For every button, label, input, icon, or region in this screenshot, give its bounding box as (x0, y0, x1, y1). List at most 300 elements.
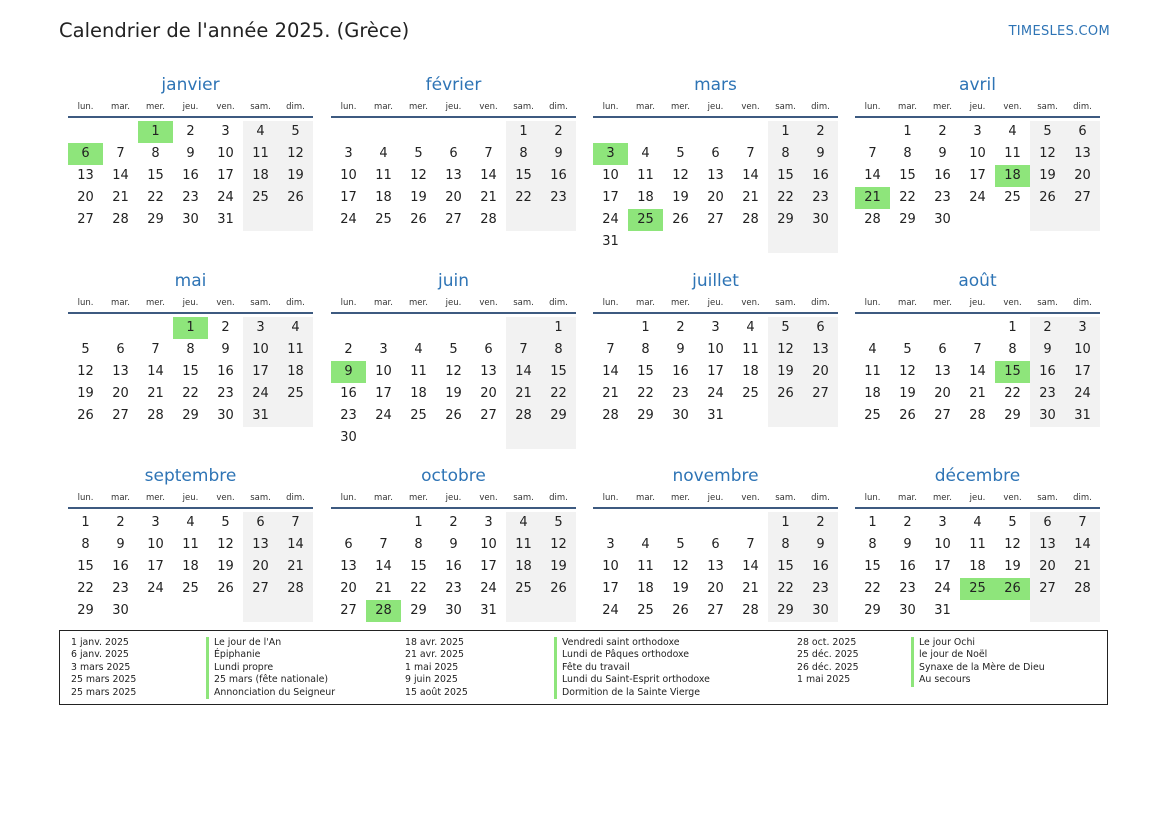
day-cell[interactable]: 10 (375, 364, 392, 379)
day-cell[interactable]: 11 (637, 559, 654, 574)
holiday-day-cell[interactable]: 3 (593, 143, 628, 165)
day-cell[interactable]: 27 (707, 212, 724, 227)
day-cell[interactable]: 5 (541, 512, 576, 534)
day-cell[interactable]: 19 (410, 190, 427, 205)
day-cell[interactable]: 31 (1065, 405, 1100, 427)
day-cell[interactable]: 24 (707, 386, 724, 401)
day-cell[interactable]: 20 (707, 581, 724, 596)
day-cell[interactable]: 3 (221, 124, 230, 139)
day-cell[interactable]: 16 (445, 559, 462, 574)
day-cell[interactable]: 20 (112, 386, 129, 401)
day-cell[interactable]: 3 (243, 317, 278, 339)
day-cell[interactable]: 3 (484, 515, 493, 530)
day-cell[interactable]: 23 (1030, 383, 1065, 405)
day-cell[interactable]: 18 (243, 165, 278, 187)
day-cell[interactable]: 14 (742, 559, 759, 574)
day-cell[interactable]: 15 (864, 559, 881, 574)
day-cell[interactable]: 25 (243, 187, 278, 209)
day-cell[interactable]: 22 (768, 187, 803, 209)
day-cell[interactable]: 2 (803, 121, 838, 143)
day-cell[interactable]: 24 (340, 212, 357, 227)
day-cell[interactable]: 25 (410, 408, 427, 423)
day-cell[interactable]: 26 (77, 408, 94, 423)
day-cell[interactable]: 13 (340, 559, 357, 574)
day-cell[interactable]: 7 (151, 342, 160, 357)
day-cell[interactable]: 13 (480, 364, 497, 379)
day-cell[interactable]: 5 (903, 342, 912, 357)
day-cell[interactable]: 21 (147, 386, 164, 401)
day-cell[interactable]: 3 (379, 342, 388, 357)
day-cell[interactable]: 9 (676, 342, 685, 357)
day-cell[interactable]: 16 (340, 386, 357, 401)
day-cell[interactable]: 7 (379, 537, 388, 552)
day-cell[interactable]: 4 (506, 512, 541, 534)
day-cell[interactable]: 18 (637, 190, 654, 205)
day-cell[interactable]: 1 (903, 124, 912, 139)
day-cell[interactable]: 20 (243, 556, 278, 578)
day-cell[interactable]: 26 (410, 212, 427, 227)
day-cell[interactable]: 9 (803, 143, 838, 165)
day-cell[interactable]: 13 (803, 339, 838, 361)
holiday-day-cell[interactable]: 25 (628, 209, 663, 231)
day-cell[interactable]: 12 (672, 168, 689, 183)
day-cell[interactable]: 15 (637, 364, 654, 379)
day-cell[interactable]: 4 (278, 317, 313, 339)
day-cell[interactable]: 10 (217, 146, 234, 161)
day-cell[interactable]: 29 (864, 603, 881, 618)
day-cell[interactable]: 27 (1065, 187, 1100, 209)
day-cell[interactable]: 16 (803, 556, 838, 578)
day-cell[interactable]: 8 (414, 537, 423, 552)
day-cell[interactable]: 17 (934, 559, 951, 574)
day-cell[interactable]: 6 (1065, 121, 1100, 143)
day-cell[interactable]: 22 (506, 187, 541, 209)
day-cell[interactable]: 10 (340, 168, 357, 183)
day-cell[interactable]: 25 (637, 603, 654, 618)
day-cell[interactable]: 10 (243, 339, 278, 361)
day-cell[interactable]: 12 (1004, 537, 1021, 552)
day-cell[interactable]: 9 (803, 534, 838, 556)
day-cell[interactable]: 10 (602, 168, 619, 183)
day-cell[interactable]: 30 (340, 430, 357, 445)
day-cell[interactable]: 14 (112, 168, 129, 183)
day-cell[interactable]: 6 (711, 146, 720, 161)
day-cell[interactable]: 20 (803, 361, 838, 383)
day-cell[interactable]: 23 (217, 386, 234, 401)
day-cell[interactable]: 3 (973, 124, 982, 139)
day-cell[interactable]: 24 (602, 212, 619, 227)
day-cell[interactable]: 14 (480, 168, 497, 183)
day-cell[interactable]: 24 (480, 581, 497, 596)
day-cell[interactable]: 4 (186, 515, 195, 530)
day-cell[interactable]: 26 (672, 212, 689, 227)
day-cell[interactable]: 16 (182, 168, 199, 183)
day-cell[interactable]: 30 (899, 603, 916, 618)
day-cell[interactable]: 5 (278, 121, 313, 143)
day-cell[interactable]: 9 (903, 537, 912, 552)
day-cell[interactable]: 27 (934, 408, 951, 423)
day-cell[interactable]: 10 (602, 559, 619, 574)
day-cell[interactable]: 18 (742, 364, 759, 379)
day-cell[interactable]: 23 (803, 578, 838, 600)
day-cell[interactable]: 28 (742, 212, 759, 227)
day-cell[interactable]: 31 (602, 234, 619, 249)
day-cell[interactable]: 10 (1065, 339, 1100, 361)
day-cell[interactable]: 31 (934, 603, 951, 618)
day-cell[interactable]: 29 (147, 212, 164, 227)
day-cell[interactable]: 4 (868, 342, 877, 357)
day-cell[interactable]: 24 (969, 190, 986, 205)
day-cell[interactable]: 16 (217, 364, 234, 379)
day-cell[interactable]: 24 (243, 383, 278, 405)
day-cell[interactable]: 30 (445, 603, 462, 618)
day-cell[interactable]: 19 (768, 361, 803, 383)
day-cell[interactable]: 23 (182, 190, 199, 205)
holiday-day-cell[interactable]: 26 (995, 578, 1030, 600)
day-cell[interactable]: 21 (112, 190, 129, 205)
day-cell[interactable]: 23 (445, 581, 462, 596)
day-cell[interactable]: 6 (449, 146, 458, 161)
day-cell[interactable]: 12 (445, 364, 462, 379)
day-cell[interactable]: 19 (1004, 559, 1021, 574)
day-cell[interactable]: 11 (182, 537, 199, 552)
day-cell[interactable]: 22 (637, 386, 654, 401)
day-cell[interactable]: 27 (445, 212, 462, 227)
day-cell[interactable]: 9 (541, 143, 576, 165)
day-cell[interactable]: 11 (410, 364, 427, 379)
day-cell[interactable]: 7 (746, 537, 755, 552)
day-cell[interactable]: 27 (1030, 578, 1065, 600)
holiday-day-cell[interactable]: 21 (855, 187, 890, 209)
day-cell[interactable]: 6 (484, 342, 493, 357)
day-cell[interactable]: 24 (1065, 383, 1100, 405)
day-cell[interactable]: 5 (676, 537, 685, 552)
day-cell[interactable]: 19 (278, 165, 313, 187)
day-cell[interactable]: 4 (1008, 124, 1017, 139)
day-cell[interactable]: 27 (803, 383, 838, 405)
day-cell[interactable]: 20 (1065, 165, 1100, 187)
day-cell[interactable]: 31 (217, 212, 234, 227)
holiday-day-cell[interactable]: 6 (68, 143, 103, 165)
day-cell[interactable]: 8 (81, 537, 90, 552)
day-cell[interactable]: 22 (864, 581, 881, 596)
day-cell[interactable]: 29 (768, 600, 803, 622)
holiday-day-cell[interactable]: 28 (366, 600, 401, 622)
day-cell[interactable]: 27 (243, 578, 278, 600)
day-cell[interactable]: 5 (1030, 121, 1065, 143)
day-cell[interactable]: 16 (934, 168, 951, 183)
day-cell[interactable]: 22 (899, 190, 916, 205)
day-cell[interactable]: 24 (602, 603, 619, 618)
day-cell[interactable]: 26 (541, 578, 576, 600)
day-cell[interactable]: 26 (217, 581, 234, 596)
day-cell[interactable]: 19 (899, 386, 916, 401)
day-cell[interactable]: 8 (768, 534, 803, 556)
day-cell[interactable]: 2 (1030, 317, 1065, 339)
day-cell[interactable]: 17 (243, 361, 278, 383)
day-cell[interactable]: 23 (899, 581, 916, 596)
day-cell[interactable]: 11 (1004, 146, 1021, 161)
day-cell[interactable]: 26 (445, 408, 462, 423)
day-cell[interactable]: 7 (116, 146, 125, 161)
day-cell[interactable]: 12 (278, 143, 313, 165)
day-cell[interactable]: 21 (969, 386, 986, 401)
day-cell[interactable]: 1 (768, 512, 803, 534)
day-cell[interactable]: 12 (1030, 143, 1065, 165)
day-cell[interactable]: 2 (449, 515, 458, 530)
day-cell[interactable]: 30 (182, 212, 199, 227)
day-cell[interactable]: 26 (1030, 187, 1065, 209)
day-cell[interactable]: 25 (506, 578, 541, 600)
day-cell[interactable]: 7 (278, 512, 313, 534)
day-cell[interactable]: 17 (375, 386, 392, 401)
day-cell[interactable]: 28 (742, 603, 759, 618)
day-cell[interactable]: 5 (414, 146, 423, 161)
day-cell[interactable]: 28 (278, 578, 313, 600)
day-cell[interactable]: 25 (864, 408, 881, 423)
day-cell[interactable]: 3 (1065, 317, 1100, 339)
day-cell[interactable]: 28 (969, 408, 986, 423)
day-cell[interactable]: 13 (1030, 534, 1065, 556)
day-cell[interactable]: 18 (969, 559, 986, 574)
day-cell[interactable]: 3 (344, 146, 353, 161)
day-cell[interactable]: 8 (868, 537, 877, 552)
day-cell[interactable]: 10 (934, 537, 951, 552)
day-cell[interactable]: 21 (602, 386, 619, 401)
day-cell[interactable]: 1 (81, 515, 90, 530)
day-cell[interactable]: 21 (742, 190, 759, 205)
day-cell[interactable]: 18 (506, 556, 541, 578)
day-cell[interactable]: 23 (803, 187, 838, 209)
day-cell[interactable]: 20 (707, 190, 724, 205)
day-cell[interactable]: 28 (602, 408, 619, 423)
day-cell[interactable]: 6 (344, 537, 353, 552)
day-cell[interactable]: 23 (541, 187, 576, 209)
day-cell[interactable]: 20 (480, 386, 497, 401)
day-cell[interactable]: 8 (903, 146, 912, 161)
day-cell[interactable]: 12 (672, 559, 689, 574)
day-cell[interactable]: 17 (340, 190, 357, 205)
day-cell[interactable]: 10 (147, 537, 164, 552)
day-cell[interactable]: 26 (768, 383, 803, 405)
day-cell[interactable]: 3 (151, 515, 160, 530)
day-cell[interactable]: 23 (672, 386, 689, 401)
day-cell[interactable]: 16 (1030, 361, 1065, 383)
day-cell[interactable]: 16 (112, 559, 129, 574)
day-cell[interactable]: 26 (672, 603, 689, 618)
day-cell[interactable]: 16 (541, 165, 576, 187)
day-cell[interactable]: 25 (182, 581, 199, 596)
day-cell[interactable]: 2 (221, 320, 230, 335)
day-cell[interactable]: 12 (410, 168, 427, 183)
day-cell[interactable]: 29 (768, 209, 803, 231)
day-cell[interactable]: 10 (480, 537, 497, 552)
day-cell[interactable]: 28 (112, 212, 129, 227)
day-cell[interactable]: 29 (1004, 408, 1021, 423)
holiday-day-cell[interactable]: 15 (995, 361, 1030, 383)
day-cell[interactable]: 2 (803, 512, 838, 534)
day-cell[interactable]: 2 (676, 320, 685, 335)
day-cell[interactable]: 21 (375, 581, 392, 596)
day-cell[interactable]: 10 (707, 342, 724, 357)
day-cell[interactable]: 2 (116, 515, 125, 530)
day-cell[interactable]: 17 (147, 559, 164, 574)
day-cell[interactable]: 7 (1065, 512, 1100, 534)
day-cell[interactable]: 1 (1008, 320, 1017, 335)
day-cell[interactable]: 28 (1065, 578, 1100, 600)
day-cell[interactable]: 6 (1030, 512, 1065, 534)
day-cell[interactable]: 3 (938, 515, 947, 530)
day-cell[interactable]: 25 (375, 212, 392, 227)
day-cell[interactable]: 27 (112, 408, 129, 423)
day-cell[interactable]: 16 (803, 165, 838, 187)
day-cell[interactable]: 22 (768, 578, 803, 600)
day-cell[interactable]: 8 (1008, 342, 1017, 357)
day-cell[interactable]: 9 (1030, 339, 1065, 361)
day-cell[interactable]: 23 (112, 581, 129, 596)
day-cell[interactable]: 18 (278, 361, 313, 383)
day-cell[interactable]: 20 (445, 190, 462, 205)
day-cell[interactable]: 30 (803, 209, 838, 231)
day-cell[interactable]: 15 (410, 559, 427, 574)
day-cell[interactable]: 20 (77, 190, 94, 205)
holiday-day-cell[interactable]: 1 (138, 121, 173, 143)
day-cell[interactable]: 17 (707, 364, 724, 379)
day-cell[interactable]: 7 (973, 342, 982, 357)
day-cell[interactable]: 14 (1065, 534, 1100, 556)
day-cell[interactable]: 14 (506, 361, 541, 383)
day-cell[interactable]: 2 (344, 342, 353, 357)
day-cell[interactable]: 13 (445, 168, 462, 183)
day-cell[interactable]: 23 (934, 190, 951, 205)
day-cell[interactable]: 24 (375, 408, 392, 423)
day-cell[interactable]: 6 (938, 342, 947, 357)
day-cell[interactable]: 13 (77, 168, 94, 183)
day-cell[interactable]: 29 (637, 408, 654, 423)
day-cell[interactable]: 3 (606, 537, 615, 552)
day-cell[interactable]: 27 (480, 408, 497, 423)
day-cell[interactable]: 17 (1065, 361, 1100, 383)
day-cell[interactable]: 5 (81, 342, 90, 357)
day-cell[interactable]: 24 (217, 190, 234, 205)
day-cell[interactable]: 24 (147, 581, 164, 596)
day-cell[interactable]: 13 (707, 168, 724, 183)
day-cell[interactable]: 15 (147, 168, 164, 183)
day-cell[interactable]: 8 (186, 342, 195, 357)
day-cell[interactable]: 15 (182, 364, 199, 379)
day-cell[interactable]: 29 (410, 603, 427, 618)
day-cell[interactable]: 6 (803, 317, 838, 339)
day-cell[interactable]: 1 (414, 515, 423, 530)
day-cell[interactable]: 31 (480, 603, 497, 618)
day-cell[interactable]: 27 (77, 212, 94, 227)
day-cell[interactable]: 24 (934, 581, 951, 596)
day-cell[interactable]: 4 (414, 342, 423, 357)
day-cell[interactable]: 5 (676, 146, 685, 161)
day-cell[interactable]: 15 (541, 361, 576, 383)
day-cell[interactable]: 2 (938, 124, 947, 139)
day-cell[interactable]: 18 (375, 190, 392, 205)
day-cell[interactable]: 20 (340, 581, 357, 596)
day-cell[interactable]: 28 (506, 405, 541, 427)
day-cell[interactable]: 30 (934, 212, 951, 227)
day-cell[interactable]: 4 (243, 121, 278, 143)
day-cell[interactable]: 7 (746, 146, 755, 161)
day-cell[interactable]: 15 (77, 559, 94, 574)
day-cell[interactable]: 7 (506, 339, 541, 361)
day-cell[interactable]: 15 (506, 165, 541, 187)
day-cell[interactable]: 21 (742, 581, 759, 596)
day-cell[interactable]: 11 (506, 534, 541, 556)
day-cell[interactable]: 31 (707, 408, 724, 423)
day-cell[interactable]: 14 (864, 168, 881, 183)
site-link[interactable]: TIMESLES.COM (1008, 24, 1110, 39)
day-cell[interactable]: 29 (182, 408, 199, 423)
day-cell[interactable]: 26 (899, 408, 916, 423)
day-cell[interactable]: 21 (1065, 556, 1100, 578)
day-cell[interactable]: 4 (746, 320, 755, 335)
day-cell[interactable]: 22 (147, 190, 164, 205)
day-cell[interactable]: 29 (77, 603, 94, 618)
day-cell[interactable]: 10 (969, 146, 986, 161)
day-cell[interactable]: 22 (1004, 386, 1021, 401)
day-cell[interactable]: 12 (541, 534, 576, 556)
day-cell[interactable]: 30 (112, 603, 129, 618)
day-cell[interactable]: 2 (541, 121, 576, 143)
day-cell[interactable]: 1 (868, 515, 877, 530)
day-cell[interactable]: 7 (484, 146, 493, 161)
day-cell[interactable]: 30 (217, 408, 234, 423)
day-cell[interactable]: 14 (742, 168, 759, 183)
day-cell[interactable]: 9 (186, 146, 195, 161)
day-cell[interactable]: 19 (445, 386, 462, 401)
day-cell[interactable]: 29 (899, 212, 916, 227)
day-cell[interactable]: 9 (449, 537, 458, 552)
day-cell[interactable]: 20 (1030, 556, 1065, 578)
holiday-day-cell[interactable]: 18 (995, 165, 1030, 187)
holiday-day-cell[interactable]: 9 (331, 361, 366, 383)
day-cell[interactable]: 11 (375, 168, 392, 183)
day-cell[interactable]: 9 (221, 342, 230, 357)
day-cell[interactable]: 13 (1065, 143, 1100, 165)
day-cell[interactable]: 21 (506, 383, 541, 405)
holiday-day-cell[interactable]: 1 (173, 317, 208, 339)
day-cell[interactable]: 11 (278, 339, 313, 361)
day-cell[interactable]: 2 (903, 515, 912, 530)
day-cell[interactable]: 1 (641, 320, 650, 335)
day-cell[interactable]: 30 (803, 600, 838, 622)
day-cell[interactable]: 5 (768, 317, 803, 339)
day-cell[interactable]: 27 (707, 603, 724, 618)
day-cell[interactable]: 22 (77, 581, 94, 596)
day-cell[interactable]: 1 (506, 121, 541, 143)
day-cell[interactable]: 25 (742, 386, 759, 401)
holiday-day-cell[interactable]: 25 (960, 578, 995, 600)
day-cell[interactable]: 14 (278, 534, 313, 556)
day-cell[interactable]: 17 (602, 190, 619, 205)
day-cell[interactable]: 13 (112, 364, 129, 379)
day-cell[interactable]: 19 (1030, 165, 1065, 187)
day-cell[interactable]: 18 (637, 581, 654, 596)
day-cell[interactable]: 13 (243, 534, 278, 556)
day-cell[interactable]: 12 (77, 364, 94, 379)
day-cell[interactable]: 19 (672, 190, 689, 205)
day-cell[interactable]: 14 (375, 559, 392, 574)
day-cell[interactable]: 7 (606, 342, 615, 357)
day-cell[interactable]: 17 (969, 168, 986, 183)
day-cell[interactable]: 19 (77, 386, 94, 401)
day-cell[interactable]: 6 (711, 537, 720, 552)
